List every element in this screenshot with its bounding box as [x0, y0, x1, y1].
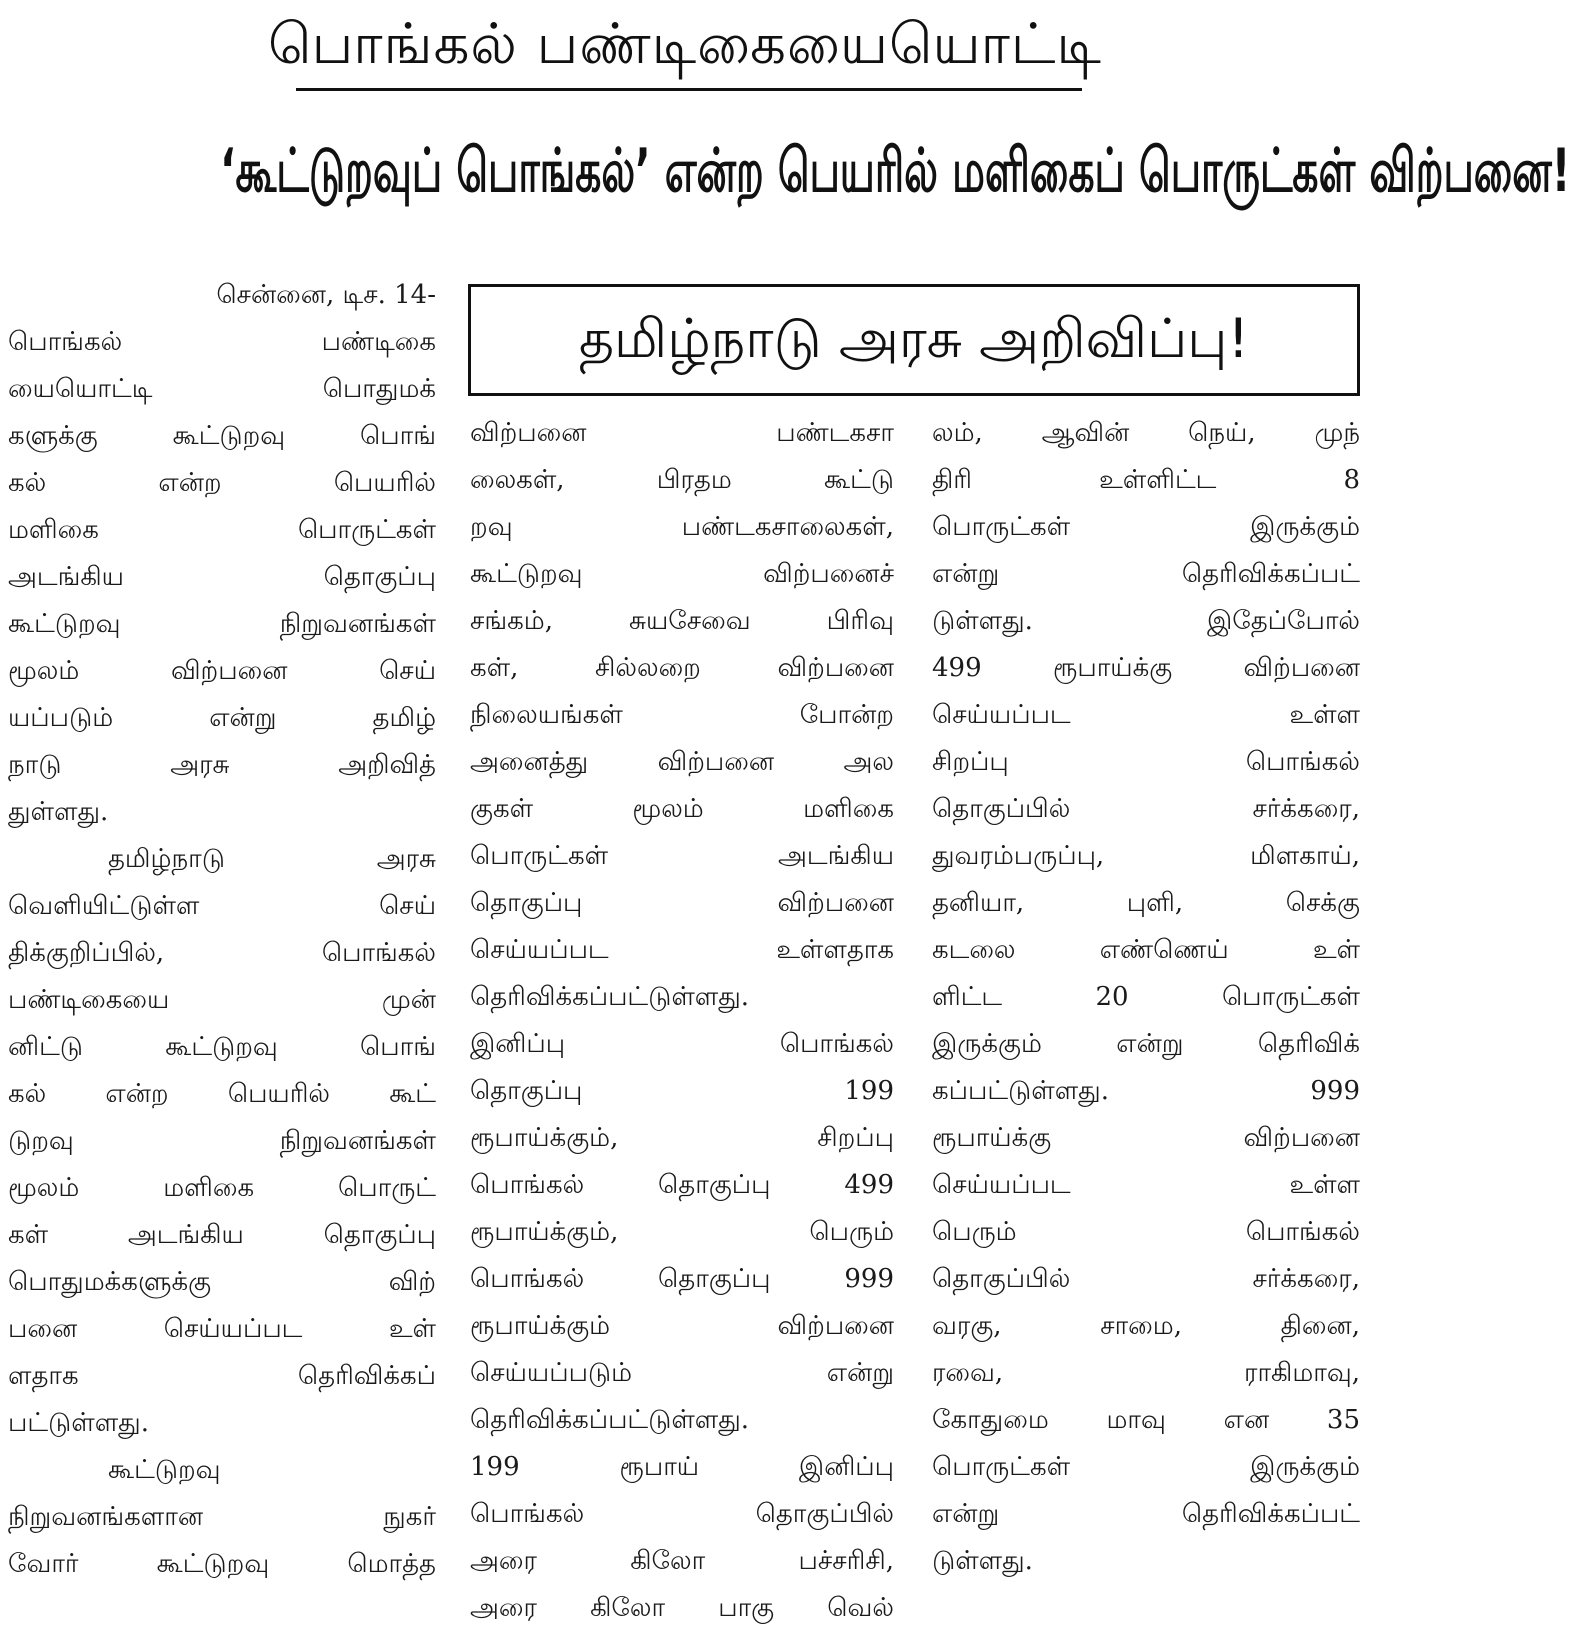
col2-line: பொருட்கள் அடங்கிய	[470, 841, 894, 871]
col2-line: பொங்கல் தொகுப்பு 999	[470, 1264, 894, 1294]
col2-line: குகள் மூலம் மளிகை	[470, 794, 894, 824]
col3-line: கடலை எண்ணெய் உள்	[932, 935, 1360, 965]
col3-line: டுள்ளது. இதேப்போல்	[932, 606, 1360, 636]
col3-line: என்று தெரிவிக்கப்பட்	[932, 559, 1360, 589]
col2-line: தெரிவிக்கப்பட்டுள்ளது.	[470, 1405, 750, 1435]
boxed-subheading: தமிழ்நாடு அரசு அறிவிப்பு!	[468, 284, 1360, 396]
col3-line: ரவை, ராகிமாவு,	[932, 1358, 1360, 1388]
col3-line: பொருட்கள் இருக்கும்	[932, 1452, 1360, 1482]
col2-line: அரை கிலோ பச்சரிசி,	[470, 1546, 894, 1576]
col2-line: கள், சில்லறை விற்பனை	[470, 653, 894, 683]
kicker-underline	[296, 88, 1082, 91]
col1-line: பனை செய்யப்பட உள்	[8, 1314, 436, 1344]
col3-line: தனியா, புளி, செக்கு	[932, 888, 1360, 918]
col2-line: நிலையங்கள் போன்ற	[470, 700, 894, 730]
col1-line: கல் என்ற பெயரில் கூட்	[8, 1079, 436, 1109]
col2-line: தொகுப்பு 199	[470, 1076, 894, 1106]
col2-line: ரூபாய்க்கும் விற்பனை	[470, 1311, 894, 1341]
col1-line: அடங்கிய தொகுப்பு	[8, 562, 436, 592]
col3-line: 499 ரூபாய்க்கு விற்பனை	[932, 653, 1360, 683]
col1-line: கள் அடங்கிய தொகுப்பு	[8, 1220, 436, 1250]
col2-line: 199 ரூபாய் இனிப்பு	[470, 1452, 894, 1482]
col2-line: செய்யப்படும் என்று	[470, 1358, 894, 1388]
col2-line: அரை கிலோ பாகு வெல்	[470, 1593, 894, 1623]
col3-line: துவரம்பருப்பு, மிளகாய்,	[932, 841, 1360, 871]
col2-line: செய்யப்பட உள்ளதாக	[470, 935, 894, 965]
col3-line: செய்யப்பட உள்ள	[932, 700, 1360, 730]
col1-line: திக்குறிப்பில், பொங்கல்	[8, 938, 436, 968]
col1-line: னிட்டு கூட்டுறவு பொங்	[8, 1032, 436, 1062]
col1-line: நாடு அரசு அறிவித்	[8, 750, 436, 780]
col2-line: பொங்கல் தொகுப்பில்	[470, 1499, 894, 1529]
col1-line: வெளியிட்டுள்ள செய்	[8, 891, 436, 921]
col2-line: பொங்கல் தொகுப்பு 499	[470, 1170, 894, 1200]
col3-line: செய்யப்பட உள்ள	[932, 1170, 1360, 1200]
article-column-1	[8, 272, 436, 1588]
col2-line: சங்கம், சுயசேவை பிரிவு	[470, 606, 894, 636]
col3-line: தொகுப்பில் சர்க்கரை,	[932, 794, 1360, 824]
col2-line: தெரிவிக்கப்பட்டுள்ளது.	[470, 982, 750, 1012]
col1-line: கூட்டுறவு நிறுவனங்கள்	[8, 609, 436, 639]
col1-line: களுக்கு கூட்டுறவு பொங்	[8, 421, 436, 451]
col1-line: மூலம் விற்பனை செய்	[8, 656, 436, 686]
col1-line: டுறவு நிறுவனங்கள்	[8, 1126, 436, 1156]
col1-line: பொங்கல் பண்டிகை	[8, 327, 436, 357]
col3-line: இருக்கும் என்று தெரிவிக்	[932, 1029, 1360, 1059]
col1-line: பட்டுள்ளது.	[8, 1408, 149, 1438]
col2-line: றவு பண்டகசாலைகள்,	[470, 512, 894, 542]
col3-line: சிறப்பு பொங்கல்	[932, 747, 1360, 777]
col1-line: மூலம் மளிகை பொருட்	[8, 1173, 436, 1203]
col1-line: ளதாக தெரிவிக்கப்	[8, 1361, 436, 1391]
col2-line: கூட்டுறவு விற்பனைச்	[470, 559, 894, 589]
col3-line: பொருட்கள் இருக்கும்	[932, 512, 1360, 542]
col1-line: சென்னை, டிச. 14-	[216, 280, 436, 310]
col3-line: என்று தெரிவிக்கப்பட்	[932, 1499, 1360, 1529]
col1-line: தமிழ்நாடு அரசு	[108, 844, 436, 874]
col1-line: வோர் கூட்டுறவு மொத்த	[8, 1549, 436, 1579]
col1-line: கூட்டுறவு	[108, 1455, 221, 1485]
col2-line: இனிப்பு பொங்கல்	[470, 1029, 894, 1059]
col3-line: திரி உள்ளிட்ட 8	[932, 465, 1360, 495]
col1-line: நிறுவனங்களான நுகர்	[8, 1502, 436, 1532]
col3-line: கோதுமை மாவு என 35	[932, 1405, 1360, 1435]
col3-line: ரூபாய்க்கு விற்பனை	[932, 1123, 1360, 1153]
col2-line: லைகள், பிரதம கூட்டு	[470, 465, 894, 495]
col1-line: கல் என்ற பெயரில்	[8, 468, 436, 498]
col3-line: ளிட்ட 20 பொருட்கள்	[932, 982, 1360, 1012]
col2-line: விற்பனை பண்டகசா	[470, 418, 894, 448]
col2-line: ரூபாய்க்கும், சிறப்பு	[470, 1123, 894, 1153]
col3-line: பெரும் பொங்கல்	[932, 1217, 1360, 1247]
col3-line: லம், ஆவின் நெய், முந்	[932, 418, 1360, 448]
col2-line: தொகுப்பு விற்பனை	[470, 888, 894, 918]
col1-line: மளிகை பொருட்கள்	[8, 515, 436, 545]
col1-line: யப்படும் என்று தமிழ்	[8, 703, 436, 733]
col3-line: கப்பட்டுள்ளது. 999	[932, 1076, 1360, 1106]
col1-line: பண்டிகையை முன்	[8, 985, 436, 1015]
col3-line: தொகுப்பில் சர்க்கரை,	[932, 1264, 1360, 1294]
col2-line: அனைத்து விற்பனை அல	[470, 747, 894, 777]
kicker-heading: பொங்கல் பண்டிகையையொட்டி	[268, 12, 1102, 77]
article-column-3	[932, 410, 1360, 1585]
col1-line: பொதுமக்களுக்கு விற்	[8, 1267, 436, 1297]
col3-line: டுள்ளது.	[932, 1546, 1033, 1576]
col2-line: ரூபாய்க்கும், பெரும்	[470, 1217, 894, 1247]
article-column-2	[470, 410, 894, 1632]
col3-line: வரகு, சாமை, தினை,	[932, 1311, 1360, 1341]
col1-line: யையொட்டி பொதுமக்	[8, 374, 436, 404]
main-headline: ‘கூட்டுறவுப் பொங்கல்’ என்ற பெயரில் மளிகைப் பொருட்கள் விற்பனை!	[220, 136, 1570, 206]
col1-line: துள்ளது.	[8, 797, 109, 827]
